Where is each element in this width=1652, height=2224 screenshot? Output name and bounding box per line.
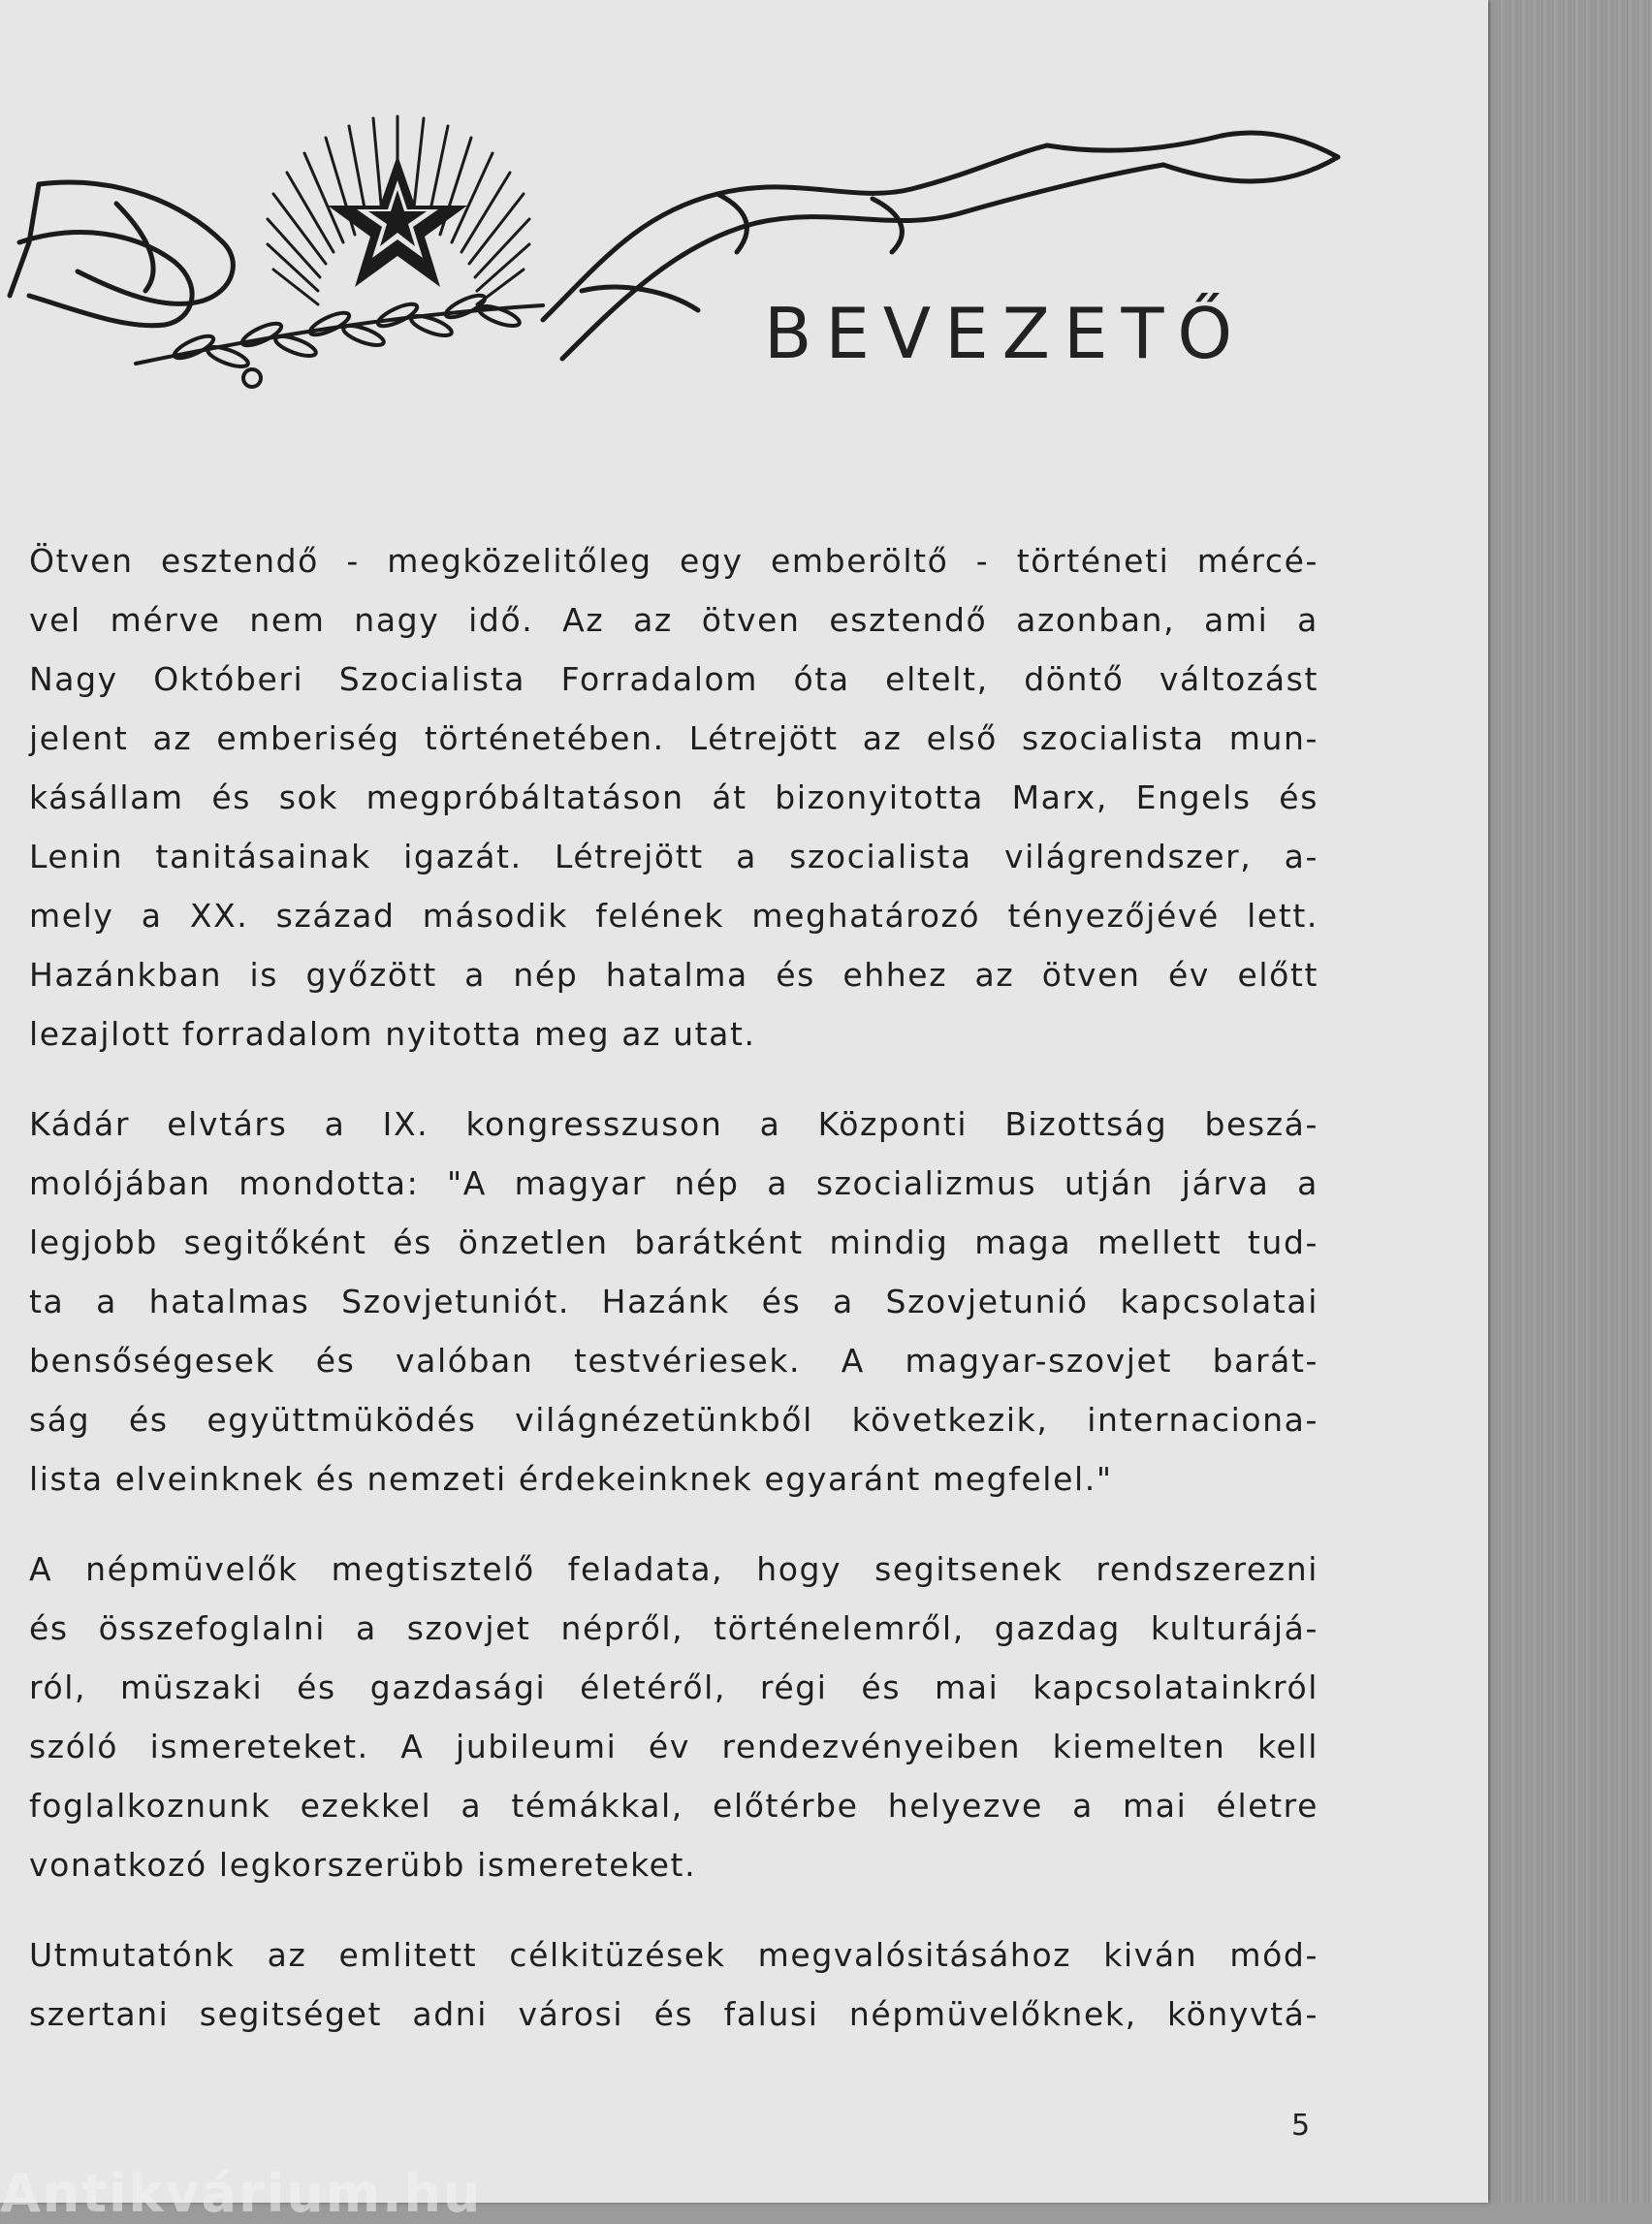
text-line: foglalkoznunk ezekkel a témákkal, előtérbe helyezve a mai életre — [29, 1787, 1318, 1825]
text-line: mely a XX. század második felének meghatározó tényezőjévé lett. — [29, 897, 1318, 935]
text-line: Ötven esztendő - megközelitőleg egy emberöltő - történeti mércé- — [29, 542, 1318, 580]
text-line: ta a hatalmas Szovjetuniót. Hazánk és a Szovjetunió kapcsolatai — [29, 1283, 1318, 1320]
text-line: és összefoglalni a szovjet népről, történelemről, gazdag kulturájá- — [29, 1609, 1318, 1647]
paragraph — [29, 1540, 1318, 1894]
text-line: Utmutatónk az emlitett célkitüzések megvalósitásához kiván mód- — [29, 1936, 1318, 1974]
text-line: vonatkozó legkorszerübb ismereteket. — [29, 1846, 697, 1884]
watermark: Antikvárium.hu — [0, 2163, 483, 2224]
paragraph — [29, 1095, 1318, 1509]
text-line: vel mérve nem nagy idő. Az az ötven esztendő azonban, ami a — [29, 601, 1318, 639]
laurel-branch — [136, 291, 543, 387]
text-line: Lenin tanitásainak igazát. Létrejött a szocialista világrendszer, a- — [29, 838, 1318, 875]
paragraph — [29, 1925, 1318, 2044]
text-line: A népmüvelők megtisztelő feladata, hogy segitsenek rendszerezni — [29, 1550, 1318, 1588]
text-line: kásállam és sok megpróbáltatáson át bizonyitotta Marx, Engels és — [29, 778, 1318, 816]
text-line: legjobb segitőként és önzetlen barátként mindig maga mellett tud- — [29, 1223, 1318, 1261]
text-line: molójában mondotta: "A magyar nép a szocializmus utján járva a — [29, 1164, 1318, 1202]
text-line: ság és együttmüködés világnézetünkből következik, internaciona- — [29, 1401, 1318, 1439]
paragraph — [29, 531, 1318, 1064]
text-line: Kádár elvtárs a IX. kongresszuson a Központi Bizottság beszá- — [29, 1105, 1318, 1143]
background-board — [1488, 0, 1652, 2203]
text-line: ról, müszaki és gazdasági életéről, régi és mai kapcsolatainkról — [29, 1668, 1318, 1706]
body-text — [29, 531, 1318, 2075]
text-line: Hazánkban is győzött a nép hatalma és ehhez az ötven év előtt — [29, 956, 1318, 994]
page-number: 5 — [1291, 2109, 1311, 2143]
text-line: Nagy Októberi Szocialista Forradalom óta eltelt, döntő változást — [29, 660, 1318, 698]
text-line: lezajlott forradalom nyitotta meg az utat. — [29, 1015, 756, 1053]
chapter-title: BEVEZETŐ — [764, 293, 1247, 374]
text-line: bensőségesek és valóban testvériesek. A magyar-szovjet barát- — [29, 1342, 1318, 1380]
text-line: jelent az emberiség történetében. Létrejött az első szocialista mun- — [29, 719, 1318, 757]
ribbon-left — [10, 182, 233, 326]
text-line: szóló ismereteket. A jubileumi év rendezvényeiben kiemelten kell — [29, 1728, 1318, 1765]
text-line: lista elveinknek és nemzeti érdekeinknek egyaránt megfelel." — [29, 1460, 1113, 1498]
text-line: szertani segitséget adni városi és falusi népmüvelőknek, könyvtá- — [29, 1995, 1318, 2033]
